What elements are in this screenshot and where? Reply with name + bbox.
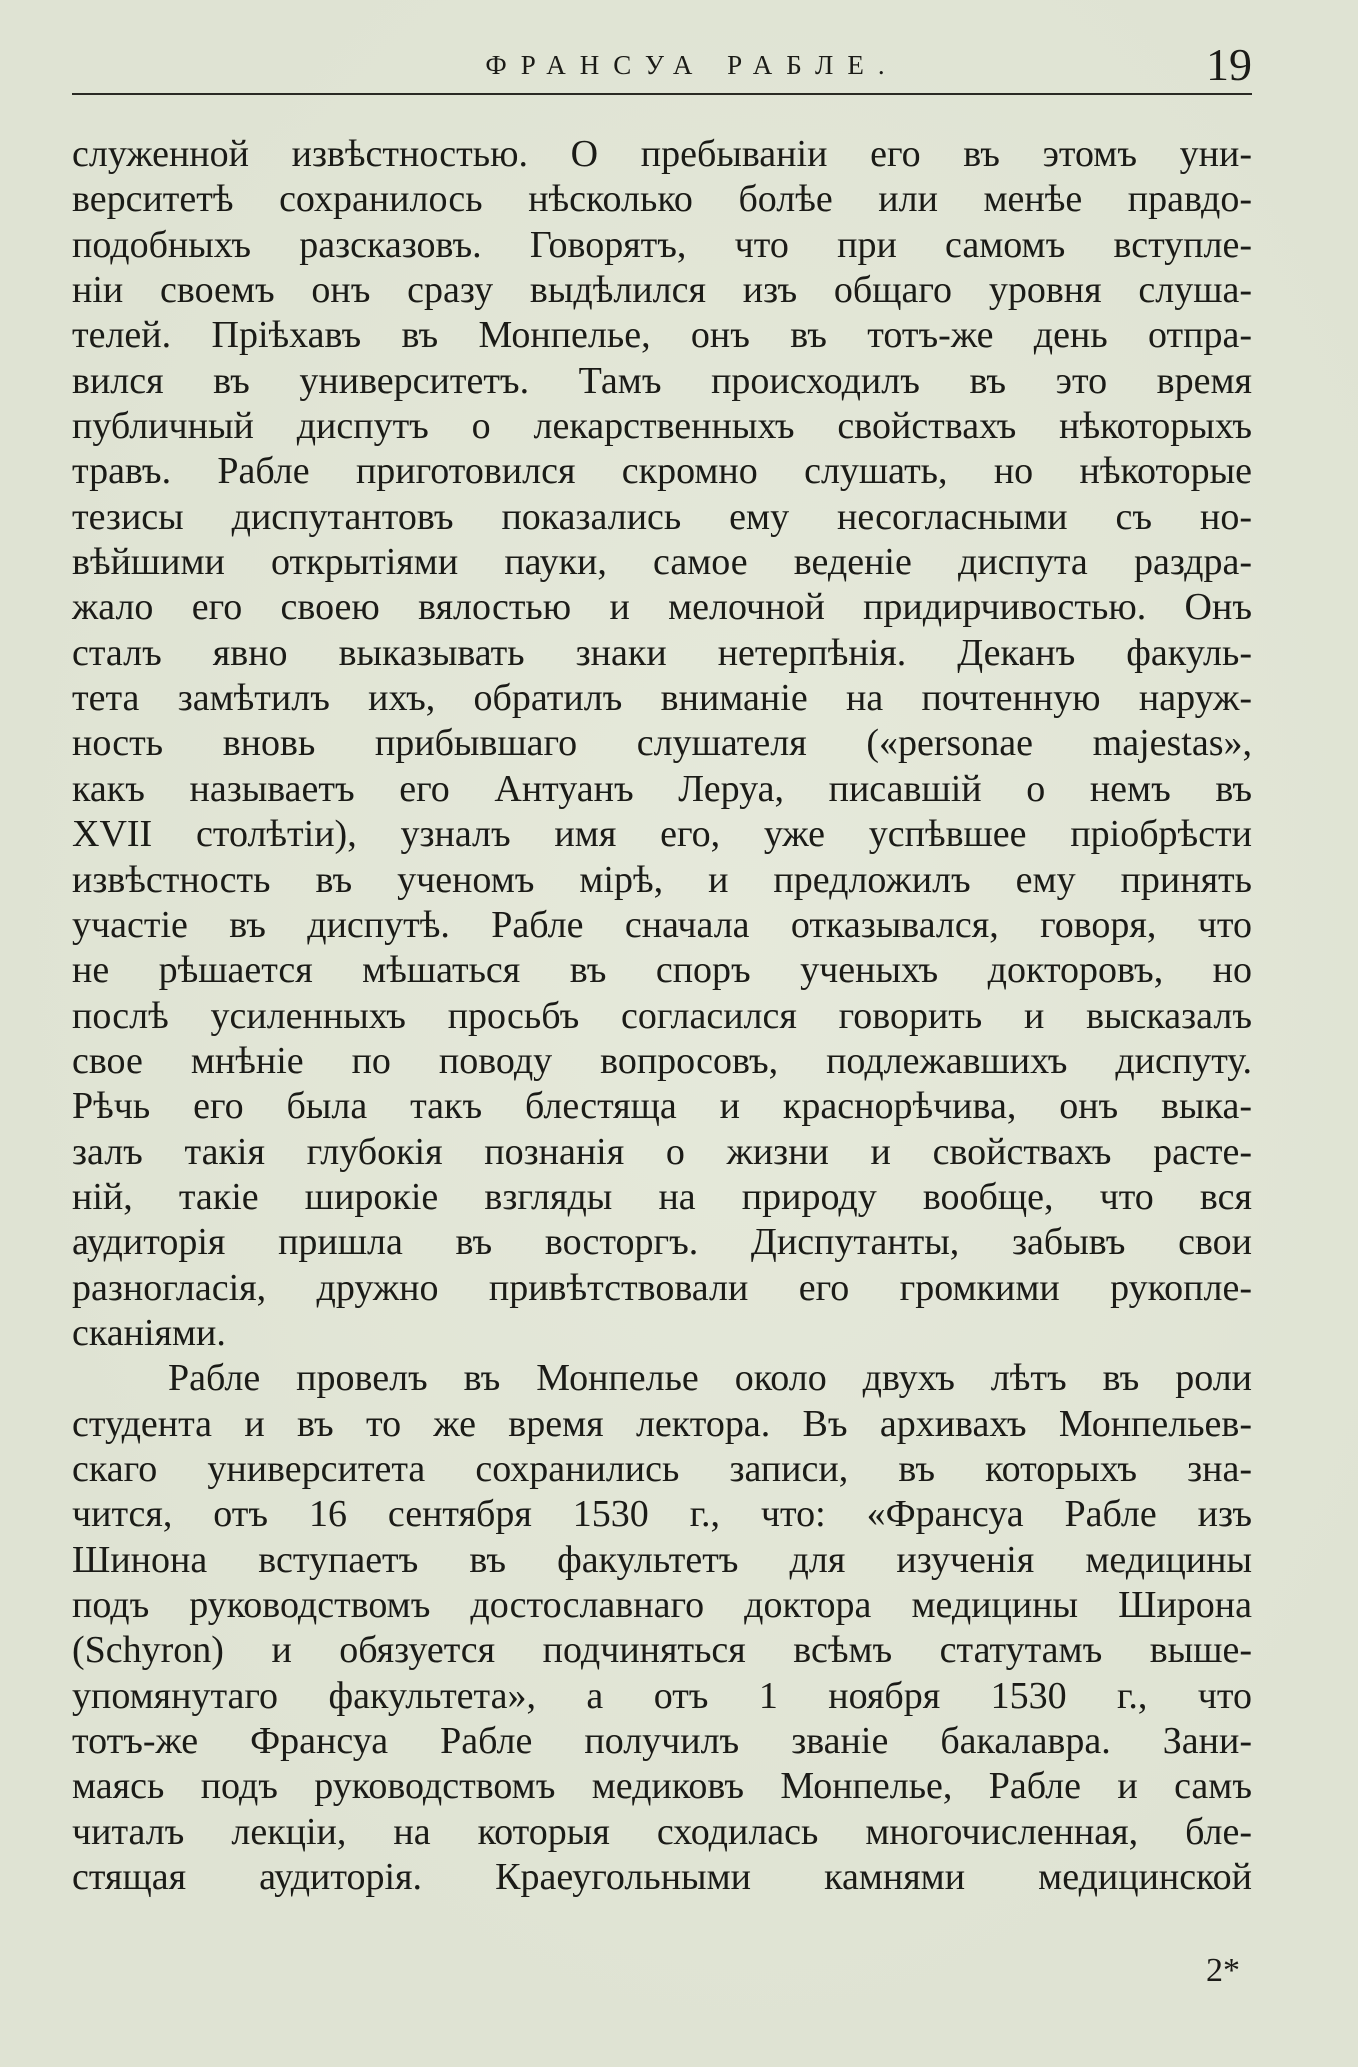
text-line: подобныхъ разсказовъ. Говорятъ, что при самомъ вступле- xyxy=(72,223,1252,266)
header-rule xyxy=(72,93,1252,95)
running-title: ФРАНСУА РАБЛЕ. xyxy=(485,50,899,80)
text-line: травъ. Рабле приготовился скромно слушать, но нѣкоторые xyxy=(72,450,1252,493)
text-line: подъ руководствомъ достославнаго доктора медицины Широна xyxy=(72,1584,1252,1626)
text-line: Рѣчь его была такъ блестяща и краснорѣчива, онъ выка- xyxy=(72,1085,1252,1128)
text-line: разногласія, дружно привѣтствовали его громкими рукопле- xyxy=(72,1266,1252,1309)
text-line: участіе въ диспутѣ. Рабле сначала отказывался, говоря, что xyxy=(72,903,1252,946)
text-line: служенной извѣстностью. О пребываніи его въ этомъ уни- xyxy=(72,133,1252,175)
text-line: ніи своемъ онъ сразу выдѣлился изъ общаго уровня слуша- xyxy=(72,269,1252,312)
page-number: 19 xyxy=(1206,39,1252,90)
text-line: послѣ усиленныхъ просьбъ согласился говорить и высказалъ xyxy=(72,994,1252,1037)
text-line: стящая аудиторія. Краеугольными камнями медицинской xyxy=(72,1856,1252,1899)
text-line: какъ называетъ его Антуанъ Леруа, писавшій о немъ въ xyxy=(72,767,1252,810)
text-line: XVII столѣтіи), узналъ имя его, уже успѣвшее пріобрѣсти xyxy=(72,813,1252,856)
text-line: студента и въ то же время лектора. Въ архивахъ Монпельев- xyxy=(72,1402,1252,1445)
paragraph-end-line: сканіями. xyxy=(72,1311,226,1354)
text-line: ность вновь прибывшаго слушателя («personae majestas», xyxy=(72,722,1252,765)
text-line: читалъ лекціи, на которыя сходилась многочисленная, бле- xyxy=(72,1810,1252,1853)
text-line: залъ такія глубокія познанія о жизни и свойствахъ расте- xyxy=(72,1130,1252,1173)
text-line: жало его своею вялостью и мелочной придирчивостью. Онъ xyxy=(72,586,1252,629)
text-line: вился въ университетъ. Тамъ происходилъ въ это время xyxy=(72,359,1252,402)
paragraph-start-line: Рабле провелъ въ Монпелье около двухъ лѣтъ въ роли xyxy=(168,1357,1252,1400)
text-line: маясь подъ руководствомъ медиковъ Монпелье, Рабле и самъ xyxy=(72,1765,1252,1808)
signature-mark: 2* xyxy=(1206,1952,1240,1989)
text-line: (Schyron) и обязуется подчиняться всѣмъ статутамъ выше- xyxy=(72,1629,1252,1672)
body-text xyxy=(72,132,1252,1900)
text-line: тезисы диспутантовъ показались ему несогласными съ но- xyxy=(72,495,1252,538)
text-line: сталъ явно выказывать знаки нетерпѣнія. Деканъ факуль- xyxy=(72,631,1252,674)
text-line: тета замѣтилъ ихъ, обратилъ вниманіе на почтенную наруж- xyxy=(72,677,1252,720)
text-line: верситетѣ сохранилось нѣсколько болѣе или менѣе правдо- xyxy=(72,178,1252,221)
page-header xyxy=(72,38,1252,94)
text-line: не рѣшается мѣшаться въ споръ ученыхъ докторовъ, но xyxy=(72,949,1252,992)
text-line: ній, такіе широкіе взгляды на природу вообще, что вся xyxy=(72,1175,1252,1218)
text-line: тотъ-же Франсуа Рабле получилъ званіе бакалавра. Зани- xyxy=(72,1720,1252,1763)
text-line: скаго университета сохранились записи, въ которыхъ зна- xyxy=(72,1447,1252,1490)
text-line: аудиторія пришла въ восторгъ. Диспутанты, забывъ свои xyxy=(72,1221,1252,1264)
text-line: свое мнѣніе по поводу вопросовъ, подлежавшихъ диспуту. xyxy=(72,1039,1252,1082)
text-line: вѣйшими открытіями пауки, самое веденіе диспута раздра- xyxy=(72,541,1252,584)
text-line: упомянутаго факультета», а отъ 1 ноября 1530 г., что xyxy=(72,1674,1252,1717)
text-line: чится, отъ 16 сентября 1530 г., что: «Франсуа Рабле изъ xyxy=(72,1493,1252,1536)
text-line: извѣстность въ ученомъ мірѣ, и предложилъ ему принять xyxy=(72,858,1252,901)
text-line: Шинона вступаетъ въ факультетъ для изученія медицины xyxy=(72,1538,1252,1581)
text-line: публичный диспутъ о лекарственныхъ свойствахъ нѣкоторыхъ xyxy=(72,405,1252,448)
text-line: телей. Пріѣхавъ въ Монпелье, онъ въ тотъ-же день отпра- xyxy=(72,314,1252,357)
